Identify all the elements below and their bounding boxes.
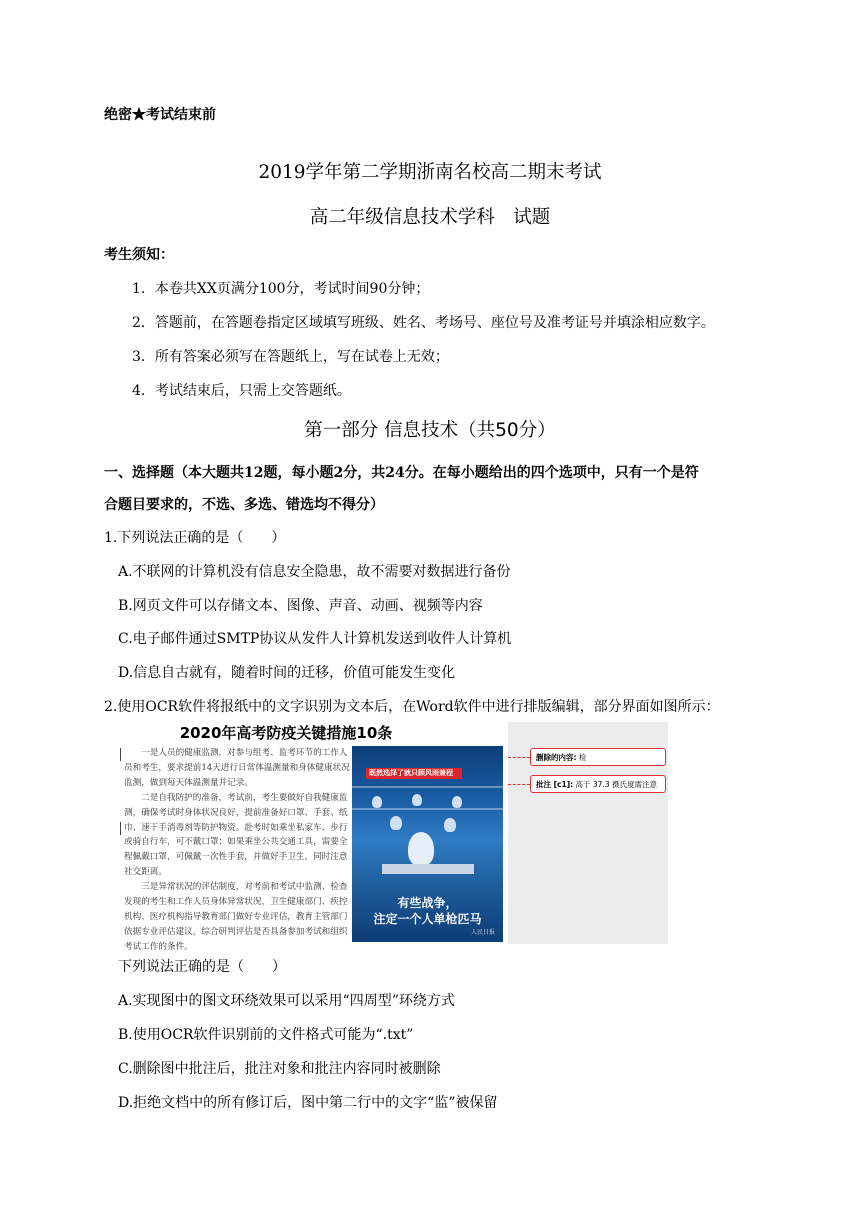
option-c: C.删除图中批注后，批注对象和批注内容同时被删除 (118, 1061, 441, 1077)
comment-connector (508, 757, 530, 758)
part-title: 第一部分 信息技术（共50分） (304, 420, 556, 441)
option-a: A.不联网的计算机没有信息安全隐患，故不需要对数据进行备份 (118, 564, 511, 580)
section-heading: 一、选择题（本大题共12题，每小题2分，共24分。在每小题给出的四个选项中，只有一个是符 (104, 465, 699, 481)
photo-caption: 注定一个人单枪匹马 (373, 912, 482, 926)
photo-banner: 既然选择了就只顾风雨兼程 (366, 768, 462, 779)
student-figure (408, 832, 434, 866)
figure-word-document (116, 722, 504, 952)
deleted-content-balloon[interactable]: 删除的内容: 检 (530, 748, 666, 766)
figure-paragraph: 二是自我防护的准备，考试前，考生要做好自我健康监测，确保考试时身体状况良好，提前准备好口罩、手套、纸巾、速干手消毒剂等防护物资。赴考时如乘坐私家车、步行或骑自行车，可不戴口罩；如果乘坐公共交通工具，需要全程佩戴口罩，可佩戴一次性手套，并做好手卫生，同时注意社交距离。 (124, 792, 348, 878)
comment-connector (508, 784, 530, 785)
figure-photo (352, 746, 503, 942)
revision-bar (120, 822, 121, 835)
instruction-item: 1．本卷共XX页满分100分，考试时间90分钟； (132, 281, 430, 297)
option-d: D.拒绝文档中的所有修订后，图中第二行中的文字“监”被保留 (118, 1095, 498, 1111)
section-heading-cont: 合题目要求的，不选、多选、错选均不得分） (104, 497, 384, 513)
instructions-heading: 考生须知： (104, 247, 174, 263)
question-stem: 2.使用OCR软件将报纸中的文字识别为文本后，在Word软件中进行排版编辑，部分界面如图所示： (104, 699, 720, 715)
option-c: C.电子邮件通过SMTP协议从发件人计算机发送到收件人计算机 (118, 631, 512, 647)
figure-title: 2020年高考防疫关键措施10条 (179, 724, 393, 742)
figure-body-text (124, 746, 352, 955)
comment-pane (508, 722, 668, 944)
photo-logo: 人民日报 (470, 929, 495, 936)
option-b: B.网页文件可以存储文本、图像、声音、动画、视频等内容 (118, 598, 483, 614)
instruction-item: 2．答题前，在答题卷指定区域填写班级、姓名、考场号、座位号及准考证号并填涂相应数字。 (132, 315, 715, 331)
option-d: D.信息自古就有，随着时间的迁移，价值可能发生变化 (118, 665, 456, 681)
instruction-item: 3．所有答案必须写在答题纸上，写在试卷上无效； (132, 349, 449, 365)
revision-bar (120, 748, 121, 761)
secret-mark: 绝密★考试结束前 (104, 107, 216, 123)
figure-paragraph: 一是人员的健康监测，对参与组考、监考环节的工作人员和考生，要求提前14天进行日常体温测量和身体健康状况监测，做到每天体温测量并记录。 (124, 748, 350, 788)
instruction-item: 4．考试结束后，只需上交答题纸。 (132, 383, 351, 399)
exam-subtitle: 高二年级信息技术学科 试题 (309, 207, 551, 228)
exam-title: 2019学年第二学期浙南名校高二期末考试 (258, 162, 602, 183)
question-sub-stem: 下列说法正确的是（ ） (118, 959, 286, 975)
question-stem: 1.下列说法正确的是（ ） (104, 530, 286, 546)
option-b: B.使用OCR软件识别前的文件格式可能为“.txt” (118, 1027, 414, 1043)
figure-paragraph: 三是异常状况的评估制度，对考前和考试中监测、检查发现的考生和工作人员身体异常状况，卫生健康部门、疾控机构、医疗机构指导教育部门做好专业评估，教育主管部门依据专业评估建议，综合研判评估是否具备参加考试和组织考试工作的条件。 (124, 882, 348, 952)
comment-balloon[interactable]: 批注 [c1]: 高于 37.3 摄氏度需注意 (530, 775, 666, 793)
option-a: A.实现图中的图文环绕效果可以采用“四周型”环绕方式 (118, 993, 455, 1009)
photo-caption: 有些战争， (397, 896, 458, 910)
